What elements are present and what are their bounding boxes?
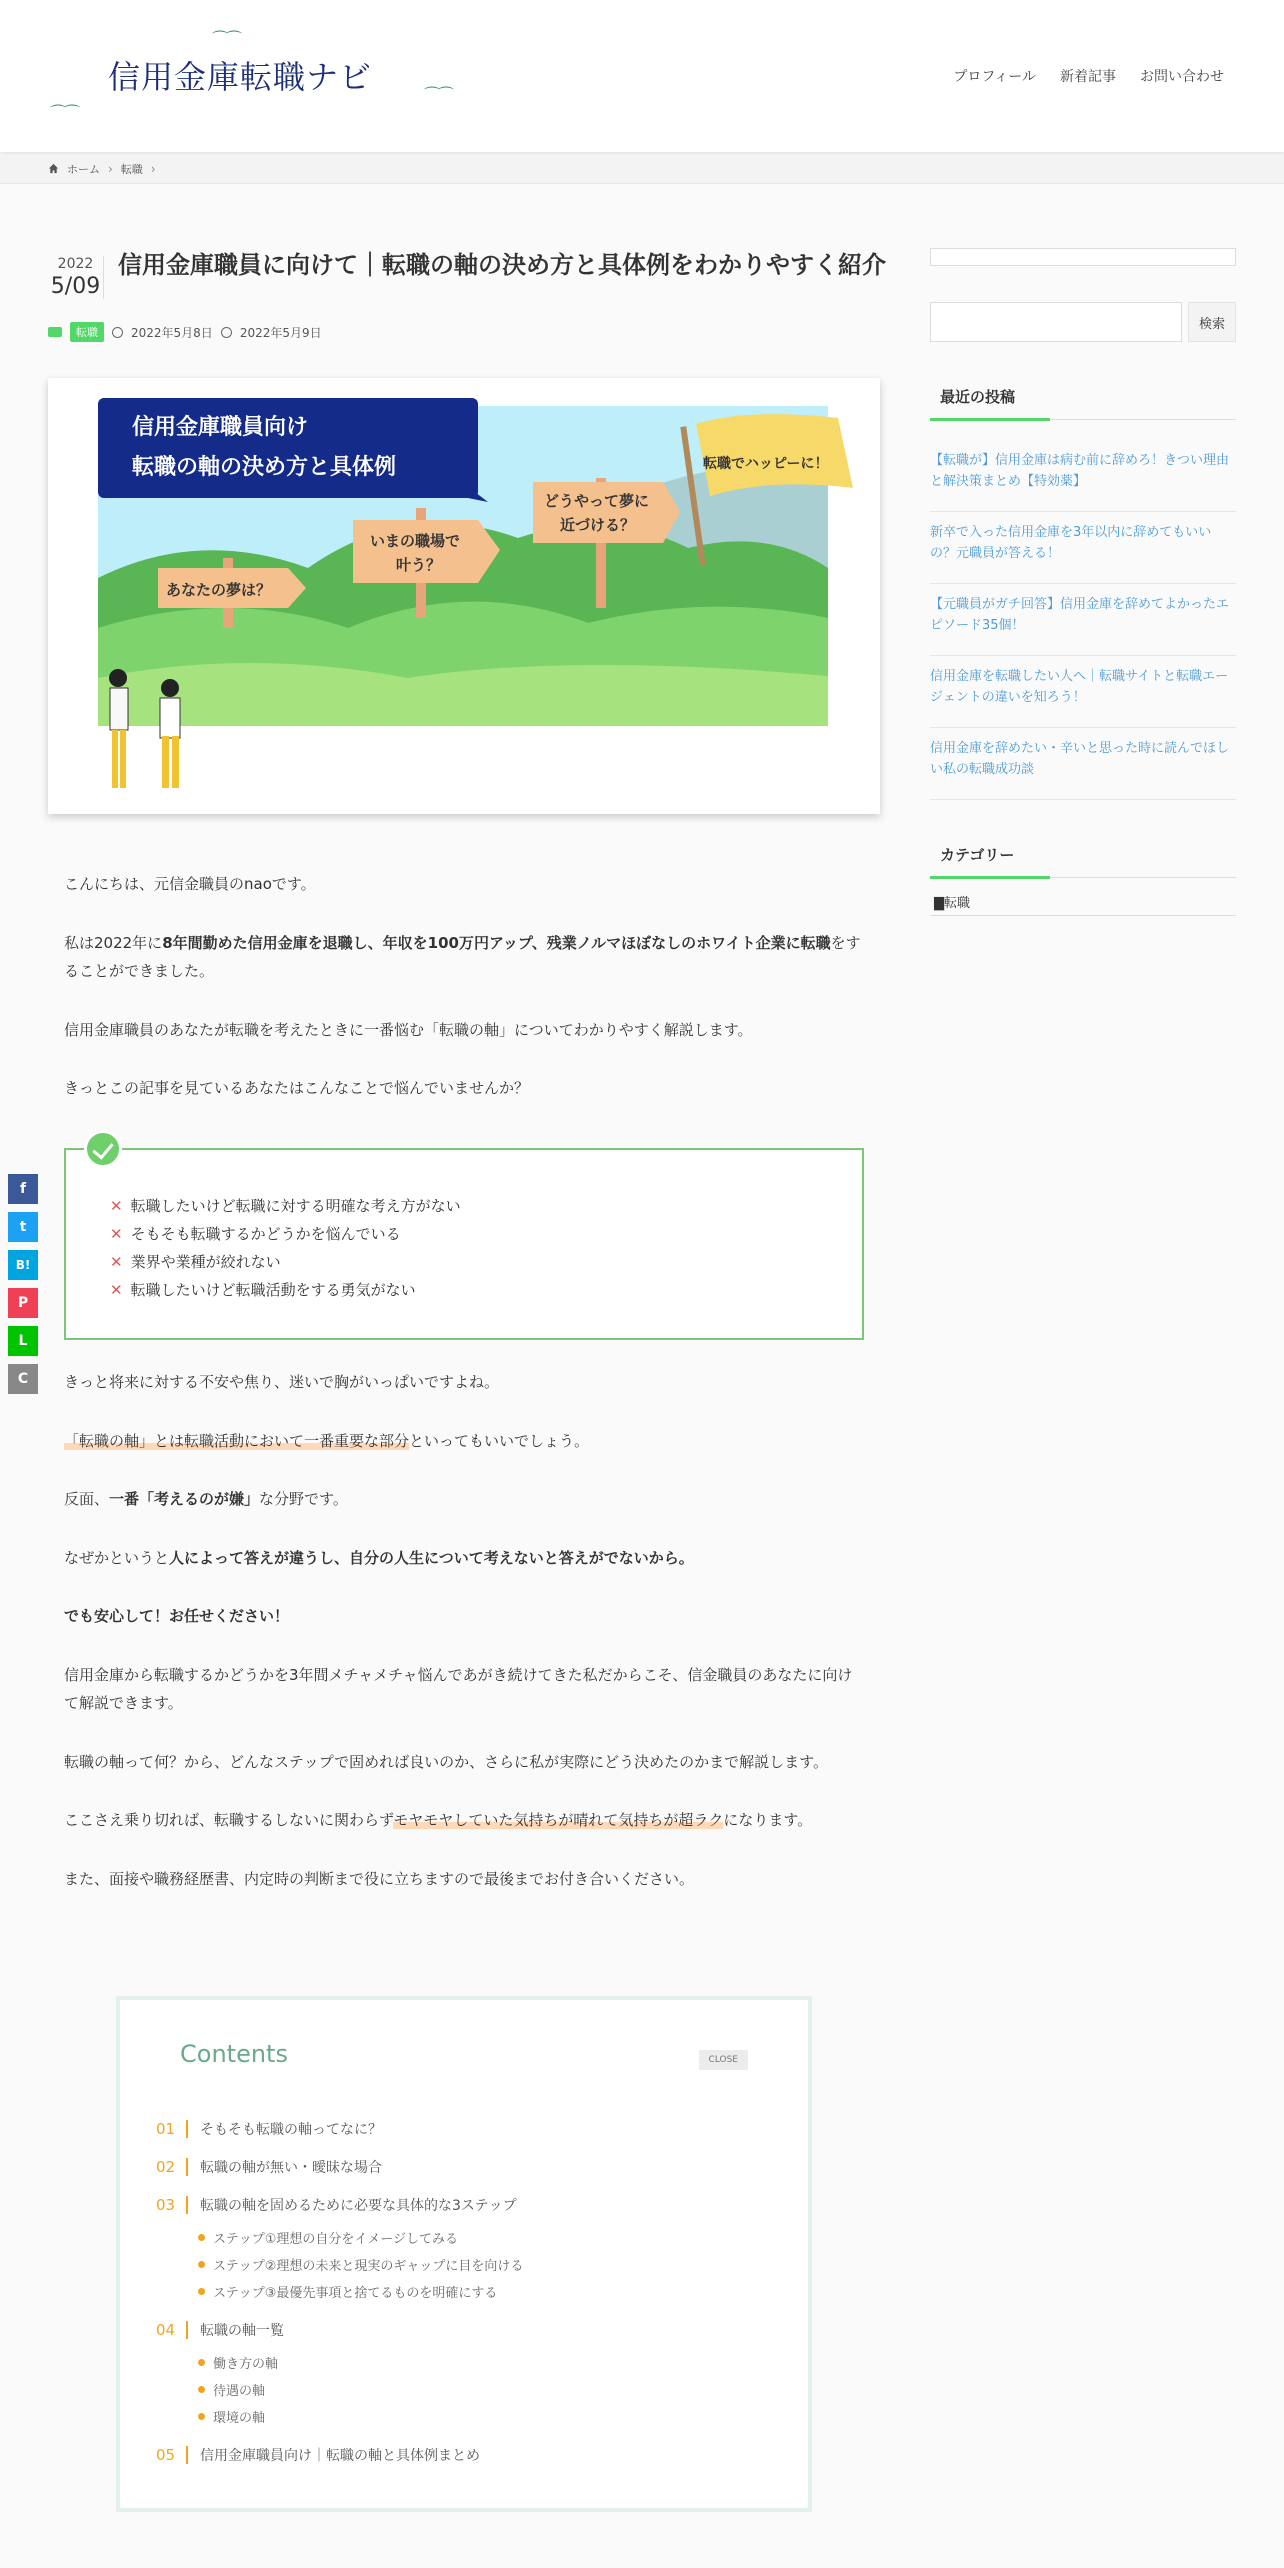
- cross-icon: ✕: [110, 1281, 123, 1299]
- toc-list: [156, 2110, 523, 2474]
- table-of-contents: [116, 1996, 812, 2512]
- toc-subitem[interactable]: ステップ②理想の未来と現実のギャップに目を向ける: [198, 2251, 523, 2278]
- nav-profile[interactable]: プロフィール: [953, 69, 1036, 85]
- cross-icon: ✕: [110, 1197, 123, 1215]
- folder-icon: [48, 327, 62, 337]
- recent-posts-title: 最近の投稿: [930, 386, 1236, 420]
- toc-item[interactable]: 05 信用金庫職員向け｜転職の軸と具体例まとめ: [156, 2446, 480, 2464]
- category-link[interactable]: ▇転職: [930, 890, 1236, 916]
- toc-title: Contents: [180, 2040, 288, 2068]
- toc-close-button[interactable]: CLOSE: [699, 2050, 748, 2070]
- updated-date: 2022年5月9日: [239, 325, 322, 340]
- toc-subitem[interactable]: 待遇の軸: [198, 2376, 523, 2403]
- svg-text:転職でハッピーに！: 転職でハッピーに！: [703, 456, 829, 472]
- list-item: ✕ そもそも転職するかどうかを悩んでいる: [110, 1225, 401, 1243]
- clock-icon: [112, 327, 123, 338]
- svg-text:どうやって夢に: どうやって夢に: [544, 492, 650, 510]
- search-button[interactable]: 検索: [1188, 302, 1236, 342]
- list-item: ✕ 転職したいけど転職活動をする勇気がない: [110, 1281, 416, 1299]
- paragraph: 信用金庫から転職するかどうかを3年間メチャメチャ悩んであがき続けてきた私だからこそ、信金職員のあなたに向けて解説できます。: [64, 1665, 853, 1712]
- published-date: 2022年5月8日: [131, 325, 213, 340]
- paragraph: 反面、一番「考えるのが嫌」な分野です。: [64, 1490, 348, 1508]
- hatena-share-button[interactable]: B!: [8, 1250, 38, 1280]
- article-body: [64, 870, 864, 1133]
- wave-decoration: ⌒⌒: [50, 103, 79, 122]
- check-icon: [84, 1130, 122, 1168]
- eyecatch-title-line2: 転職の軸の決め方と具体例: [132, 455, 397, 480]
- search-input[interactable]: [930, 302, 1182, 342]
- recent-post-link[interactable]: 新卒で入った信用金庫を3年以内に辞めてもいいの？元職員が答える！: [930, 512, 1236, 584]
- toc-item[interactable]: 01 そもそも転職の軸ってなに？: [156, 2120, 382, 2138]
- chevron-right-icon: ›: [108, 161, 113, 176]
- svg-text:叶う？: 叶う？: [396, 556, 442, 574]
- eyecatch-title-line1: 信用金庫職員向け: [132, 415, 309, 440]
- recent-post-link[interactable]: 【元職員がガチ回答】信用金庫を辞めてよかったエピソード35個！: [930, 584, 1236, 656]
- global-nav: [953, 66, 1224, 86]
- entry-meta: [48, 322, 322, 342]
- wave-decoration: ⌒⌒: [212, 29, 241, 48]
- paragraph: また、面接や職務経歴書、内定時の判断まで役に立ちますので最後までお付き合いください。: [64, 1869, 695, 1888]
- svg-text:あなたの夢は？: あなたの夢は？: [166, 581, 272, 599]
- list-item: ✕ 転職したいけど転職に対する明確な考え方がない: [110, 1197, 461, 1215]
- paragraph: こんにちは、元信金職員のnaoです。: [64, 875, 316, 893]
- eyecatch-illustration: [48, 378, 880, 814]
- toc-item[interactable]: 03 転職の軸を固めるために必要な具体的な3ステップ: [156, 2196, 517, 2214]
- date-year: 2022: [57, 256, 94, 272]
- eyecatch-image: [48, 378, 880, 814]
- checklist: [110, 1192, 461, 1304]
- page-title: 信用金庫職員に向けて｜転職の軸の決め方と具体例をわかりやすく紹介: [118, 251, 886, 279]
- category-badge[interactable]: 転職: [70, 322, 104, 342]
- toc-subitem[interactable]: 環境の軸: [198, 2403, 523, 2430]
- sidebar-empty-widget: [930, 248, 1236, 266]
- folder-icon: ▇: [934, 896, 944, 911]
- line-share-button[interactable]: L: [8, 1326, 38, 1356]
- paragraph: でも安心して！お任せください！: [64, 1607, 290, 1625]
- copy-link-button[interactable]: C: [8, 1364, 38, 1394]
- svg-text:近づける？: 近づける？: [560, 516, 636, 534]
- paragraph: きっとこの記事を見ているあなたはこんなことで悩んでいませんか？: [64, 1079, 530, 1097]
- paragraph: 私は2022年に8年間勤めた信用金庫を退職し、年収を100万円アップ、残業ノルマほぼなしのホワイト企業に転職をすることができました。: [64, 933, 861, 980]
- nav-new-articles[interactable]: 新着記事: [1060, 69, 1116, 85]
- recent-post-link[interactable]: 信用金庫を辞めたい・辛いと思った時に読んでほしい私の転職成功談: [930, 728, 1236, 800]
- twitter-share-button[interactable]: t: [8, 1212, 38, 1242]
- facebook-share-button[interactable]: f: [8, 1174, 38, 1204]
- paragraph: なぜかというと人によって答えが違うし、自分の人生について考えないと答えがでないから。: [64, 1548, 694, 1567]
- toc-subitem[interactable]: ステップ③最優先事項と捨てるものを明確にする: [198, 2278, 523, 2305]
- paragraph: 「転職の軸」とは転職活動において一番重要な部分といってもいいでしょう。: [64, 1431, 590, 1450]
- cross-icon: ✕: [110, 1253, 123, 1271]
- paragraph: 信用金庫職員のあなたが転職を考えたときに一番悩む「転職の軸」についてわかりやすく解説します。: [64, 1020, 753, 1039]
- category-widget-title: カテゴリー: [930, 844, 1236, 878]
- recent-post-link[interactable]: 【転職が】信用金庫は病む前に辞めろ！きつい理由と解決策まとめ【特効薬】: [930, 440, 1236, 512]
- paragraph: きっと将来に対する不安や焦り、迷いで胸がいっぱいですよね。: [64, 1373, 500, 1391]
- paragraph: ここさえ乗り切れば、転職するしないに関わらずモヤモヤしていた気持ちが晴れて気持ちが超ラクになります。: [64, 1811, 813, 1829]
- update-icon: [221, 327, 232, 338]
- toc-subitem[interactable]: 働き方の軸: [198, 2349, 523, 2376]
- svg-text:いまの職場で: いまの職場で: [370, 532, 461, 550]
- site-title[interactable]: 信用金庫転職ナビ: [108, 58, 373, 96]
- home-icon: [48, 163, 59, 174]
- recent-posts-list: [930, 440, 1236, 800]
- breadcrumb-category[interactable]: 転職: [120, 162, 143, 176]
- breadcrumb-home[interactable]: ホーム: [67, 162, 100, 176]
- toc-item[interactable]: 04 転職の軸一覧: [156, 2321, 284, 2339]
- toc-subitem[interactable]: ステップ①理想の自分をイメージしてみる: [198, 2224, 523, 2251]
- recent-post-link[interactable]: 信用金庫を転職したい人へ｜転職サイトと転職エージェントの違いを知ろう！: [930, 656, 1236, 728]
- article-body-continued: [64, 1368, 864, 1923]
- site-header: [0, 0, 1284, 152]
- paragraph: 転職の軸って何？から、どんなステップで固めれば良いのか、さらに私が実際にどう決めたのかまで解説します。: [64, 1752, 828, 1771]
- toc-item[interactable]: 02 転職の軸が無い・曖昧な場合: [156, 2158, 382, 2176]
- checklist-box: [64, 1148, 864, 1340]
- chevron-right-icon: ›: [150, 161, 156, 176]
- cross-icon: ✕: [110, 1225, 123, 1243]
- date-month-day: 5/09: [50, 274, 101, 299]
- wave-decoration: ⌒⌒: [424, 85, 453, 104]
- post-date: [48, 256, 104, 299]
- breadcrumb: [0, 154, 1284, 184]
- pocket-share-button[interactable]: P: [8, 1288, 38, 1318]
- list-item: ✕ 業界や業種が絞れない: [110, 1253, 281, 1271]
- nav-contact[interactable]: お問い合わせ: [1140, 69, 1224, 85]
